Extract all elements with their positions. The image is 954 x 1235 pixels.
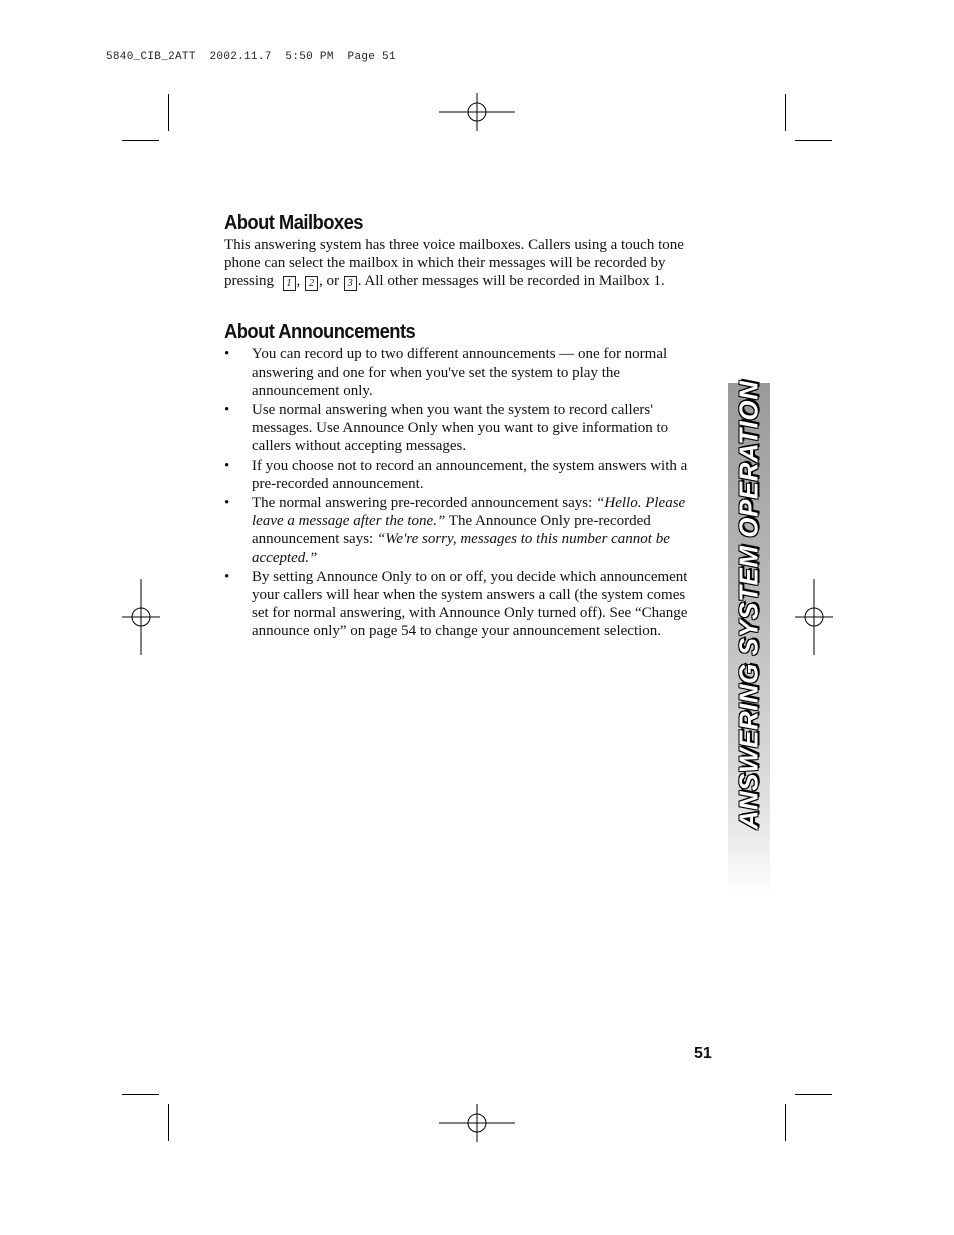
list-item-text: The Announce Only pre-recorded announcement says: — [252, 513, 651, 548]
crop-mark — [785, 94, 786, 131]
key-3-icon: 3 — [344, 276, 357, 291]
list-item-text: You can record up to two different announcements — one for normal answering and one for when you've set the system to play the announcement only. — [252, 346, 668, 399]
list-item-text: By setting Announce Only to on or off, you decide which announcement your callers will hear when the system answers a call (the system comes set for normal answering, with Announce Only turned off). See “Change announce only” on page 54 to change your announcement selection. — [252, 568, 688, 640]
registration-mark-icon — [439, 1104, 515, 1142]
mailboxes-heading: About Mailboxes — [224, 212, 363, 234]
mailboxes-text-end: . All other messages will be recorded in Mailbox 1. — [357, 273, 665, 290]
crop-mark — [122, 140, 159, 141]
announcements-heading: About Announcements — [224, 321, 416, 344]
key-2-icon: 2 — [305, 276, 318, 291]
registration-mark-icon — [439, 93, 515, 131]
bullet-icon: • — [224, 457, 230, 474]
bullet-icon: • — [224, 495, 230, 512]
list-item — [224, 401, 704, 456]
list-item-text: Use normal answering when you want the system to record callers' messages. Use Announce Only when you want to give information to callers without accepting messages. — [252, 402, 669, 455]
separator: , or — [319, 273, 339, 290]
list-item — [224, 345, 704, 400]
registration-mark-icon — [795, 579, 833, 655]
list-item — [224, 494, 704, 567]
list-item-text: If you choose not to record an announcement, the system answers with a pre-recorded announcement. — [252, 457, 688, 492]
list-item — [224, 457, 704, 493]
bullet-icon: • — [224, 568, 230, 585]
crop-mark — [168, 94, 169, 131]
mailboxes-section — [224, 210, 704, 291]
separator: , — [296, 273, 301, 290]
crop-mark — [168, 1104, 169, 1141]
quote-text: “Hello. Please leave a message after the tone.” — [252, 495, 686, 530]
announcements-section — [224, 319, 704, 640]
list-item-text: The normal answering pre-recorded announcement says: — [252, 495, 597, 512]
list-item — [224, 568, 704, 641]
quote-text: “We're sorry, messages to this number cannot be accepted.” — [252, 531, 670, 566]
registration-mark-icon — [122, 579, 160, 655]
crop-mark — [785, 1104, 786, 1141]
bullet-icon: • — [224, 402, 230, 419]
crop-mark — [122, 1094, 159, 1095]
crop-mark — [795, 1094, 832, 1095]
page-number: 51 — [694, 1045, 712, 1062]
bullet-icon: • — [224, 346, 230, 363]
section-tab-label: ANSWERING SYSTEM OPERATION — [733, 380, 764, 830]
print-slug: 5840_CIB_2ATT 2002.11.7 5:50 PM Page 51 — [106, 51, 396, 63]
announcements-list — [224, 345, 704, 640]
mailboxes-text: This answering system has three voice mailboxes. Callers using a touch tone phone can select the mailbox in which their messages will be recorded by pressing — [224, 237, 684, 290]
key-1-icon: 1 — [283, 276, 296, 291]
crop-mark — [795, 140, 832, 141]
mailboxes-paragraph — [224, 236, 704, 291]
page-content — [224, 210, 704, 642]
